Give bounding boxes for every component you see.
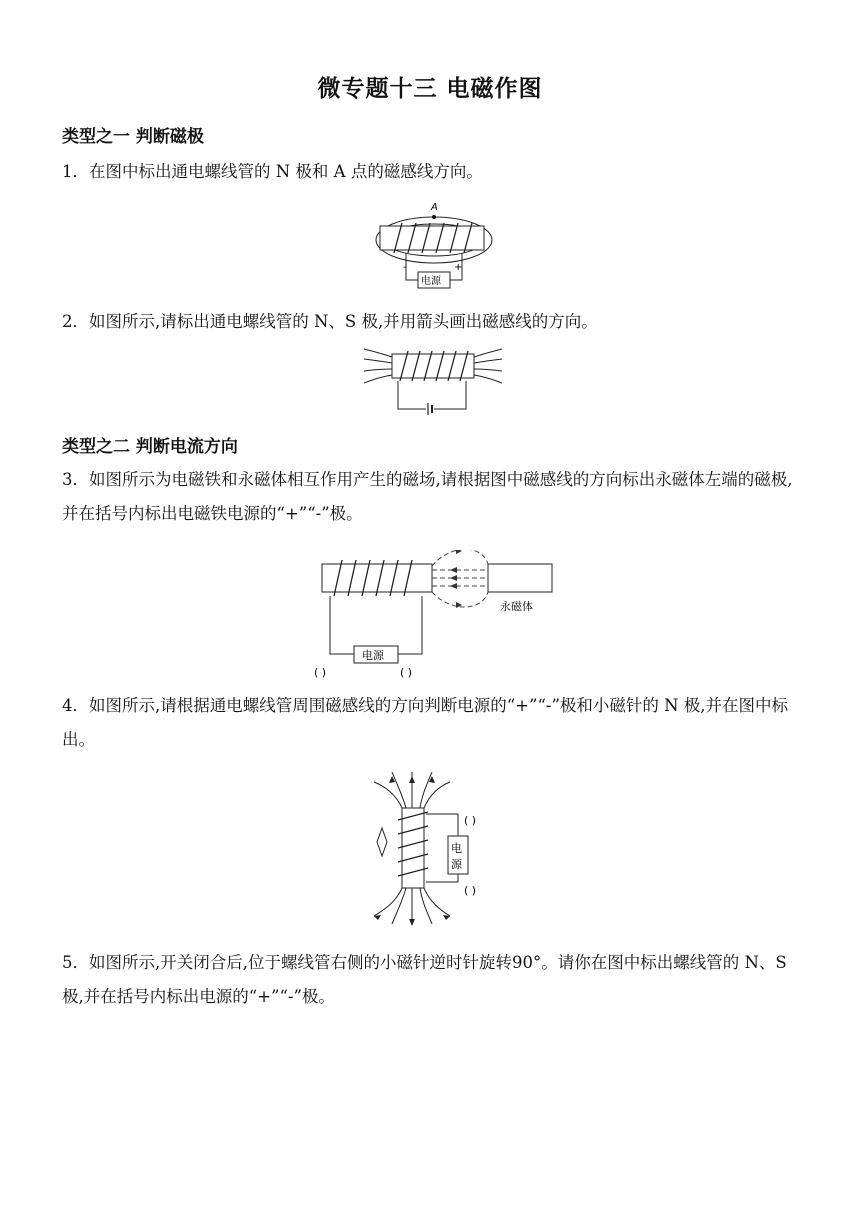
bracket-top: ( ) xyxy=(464,814,477,827)
power-source-label: 电源 xyxy=(362,649,384,662)
field-arrows xyxy=(450,550,462,608)
field-lines-right xyxy=(474,349,502,383)
permanent-magnet-label: 永磁体 xyxy=(500,600,533,613)
field-lines-bottom xyxy=(374,888,450,924)
plus-label: + xyxy=(454,262,463,273)
field-lines xyxy=(432,550,488,607)
figure-4 xyxy=(368,770,504,930)
page-title: 微专题十三 电磁作图 xyxy=(317,76,543,102)
question-1: 1．在图中标出通电螺线管的 N 极和 A 点的磁感线方向。 xyxy=(62,162,483,181)
bracket-bottom: ( ) xyxy=(464,884,477,897)
power-source-label: 电源 xyxy=(421,276,441,287)
compass-needle xyxy=(377,828,387,856)
figure-3 xyxy=(310,550,560,682)
solenoid-core xyxy=(402,808,424,888)
figure-2 xyxy=(362,343,504,415)
question-3: 3．如图所示为电磁铁和永磁体相互作用产生的磁场,请根据图中磁感线的方向标出永磁体左端的磁极,并在括号内标出电磁铁电源的“+”“-”极。 xyxy=(62,470,793,523)
bracket-left: ( ) xyxy=(314,666,327,679)
question-4: 4．如图所示,请根据通电螺线管周围磁感线的方向判断电源的“+”“-”极和小磁针的 N 极,并在图中标出。 xyxy=(62,696,789,749)
question-5: 5．如图所示,开关闭合后,位于螺线管右侧的小磁针逆时针旋转90°。请你在图中标出螺线管的 N、S 极,并在括号内标出电源的“+”“-”极。 xyxy=(62,953,787,1006)
point-a xyxy=(432,215,436,219)
field-lines-left xyxy=(364,349,392,383)
power-source-label-2: 源 xyxy=(451,858,462,871)
bracket-right: ( ) xyxy=(400,666,413,679)
section-heading-2: 类型之二 判断电流方向 xyxy=(62,437,238,457)
power-source-label-1: 电 xyxy=(451,842,462,855)
question-2: 2．如图所示,请标出通电螺线管的 N、S 极,并用箭头画出磁感线的方向。 xyxy=(62,312,598,331)
permanent-magnet xyxy=(488,564,552,592)
section-heading-1: 类型之一 判断磁极 xyxy=(62,127,204,147)
figure-1 xyxy=(370,198,500,296)
minus-label: - xyxy=(403,262,407,273)
point-a-label: A xyxy=(431,202,438,213)
